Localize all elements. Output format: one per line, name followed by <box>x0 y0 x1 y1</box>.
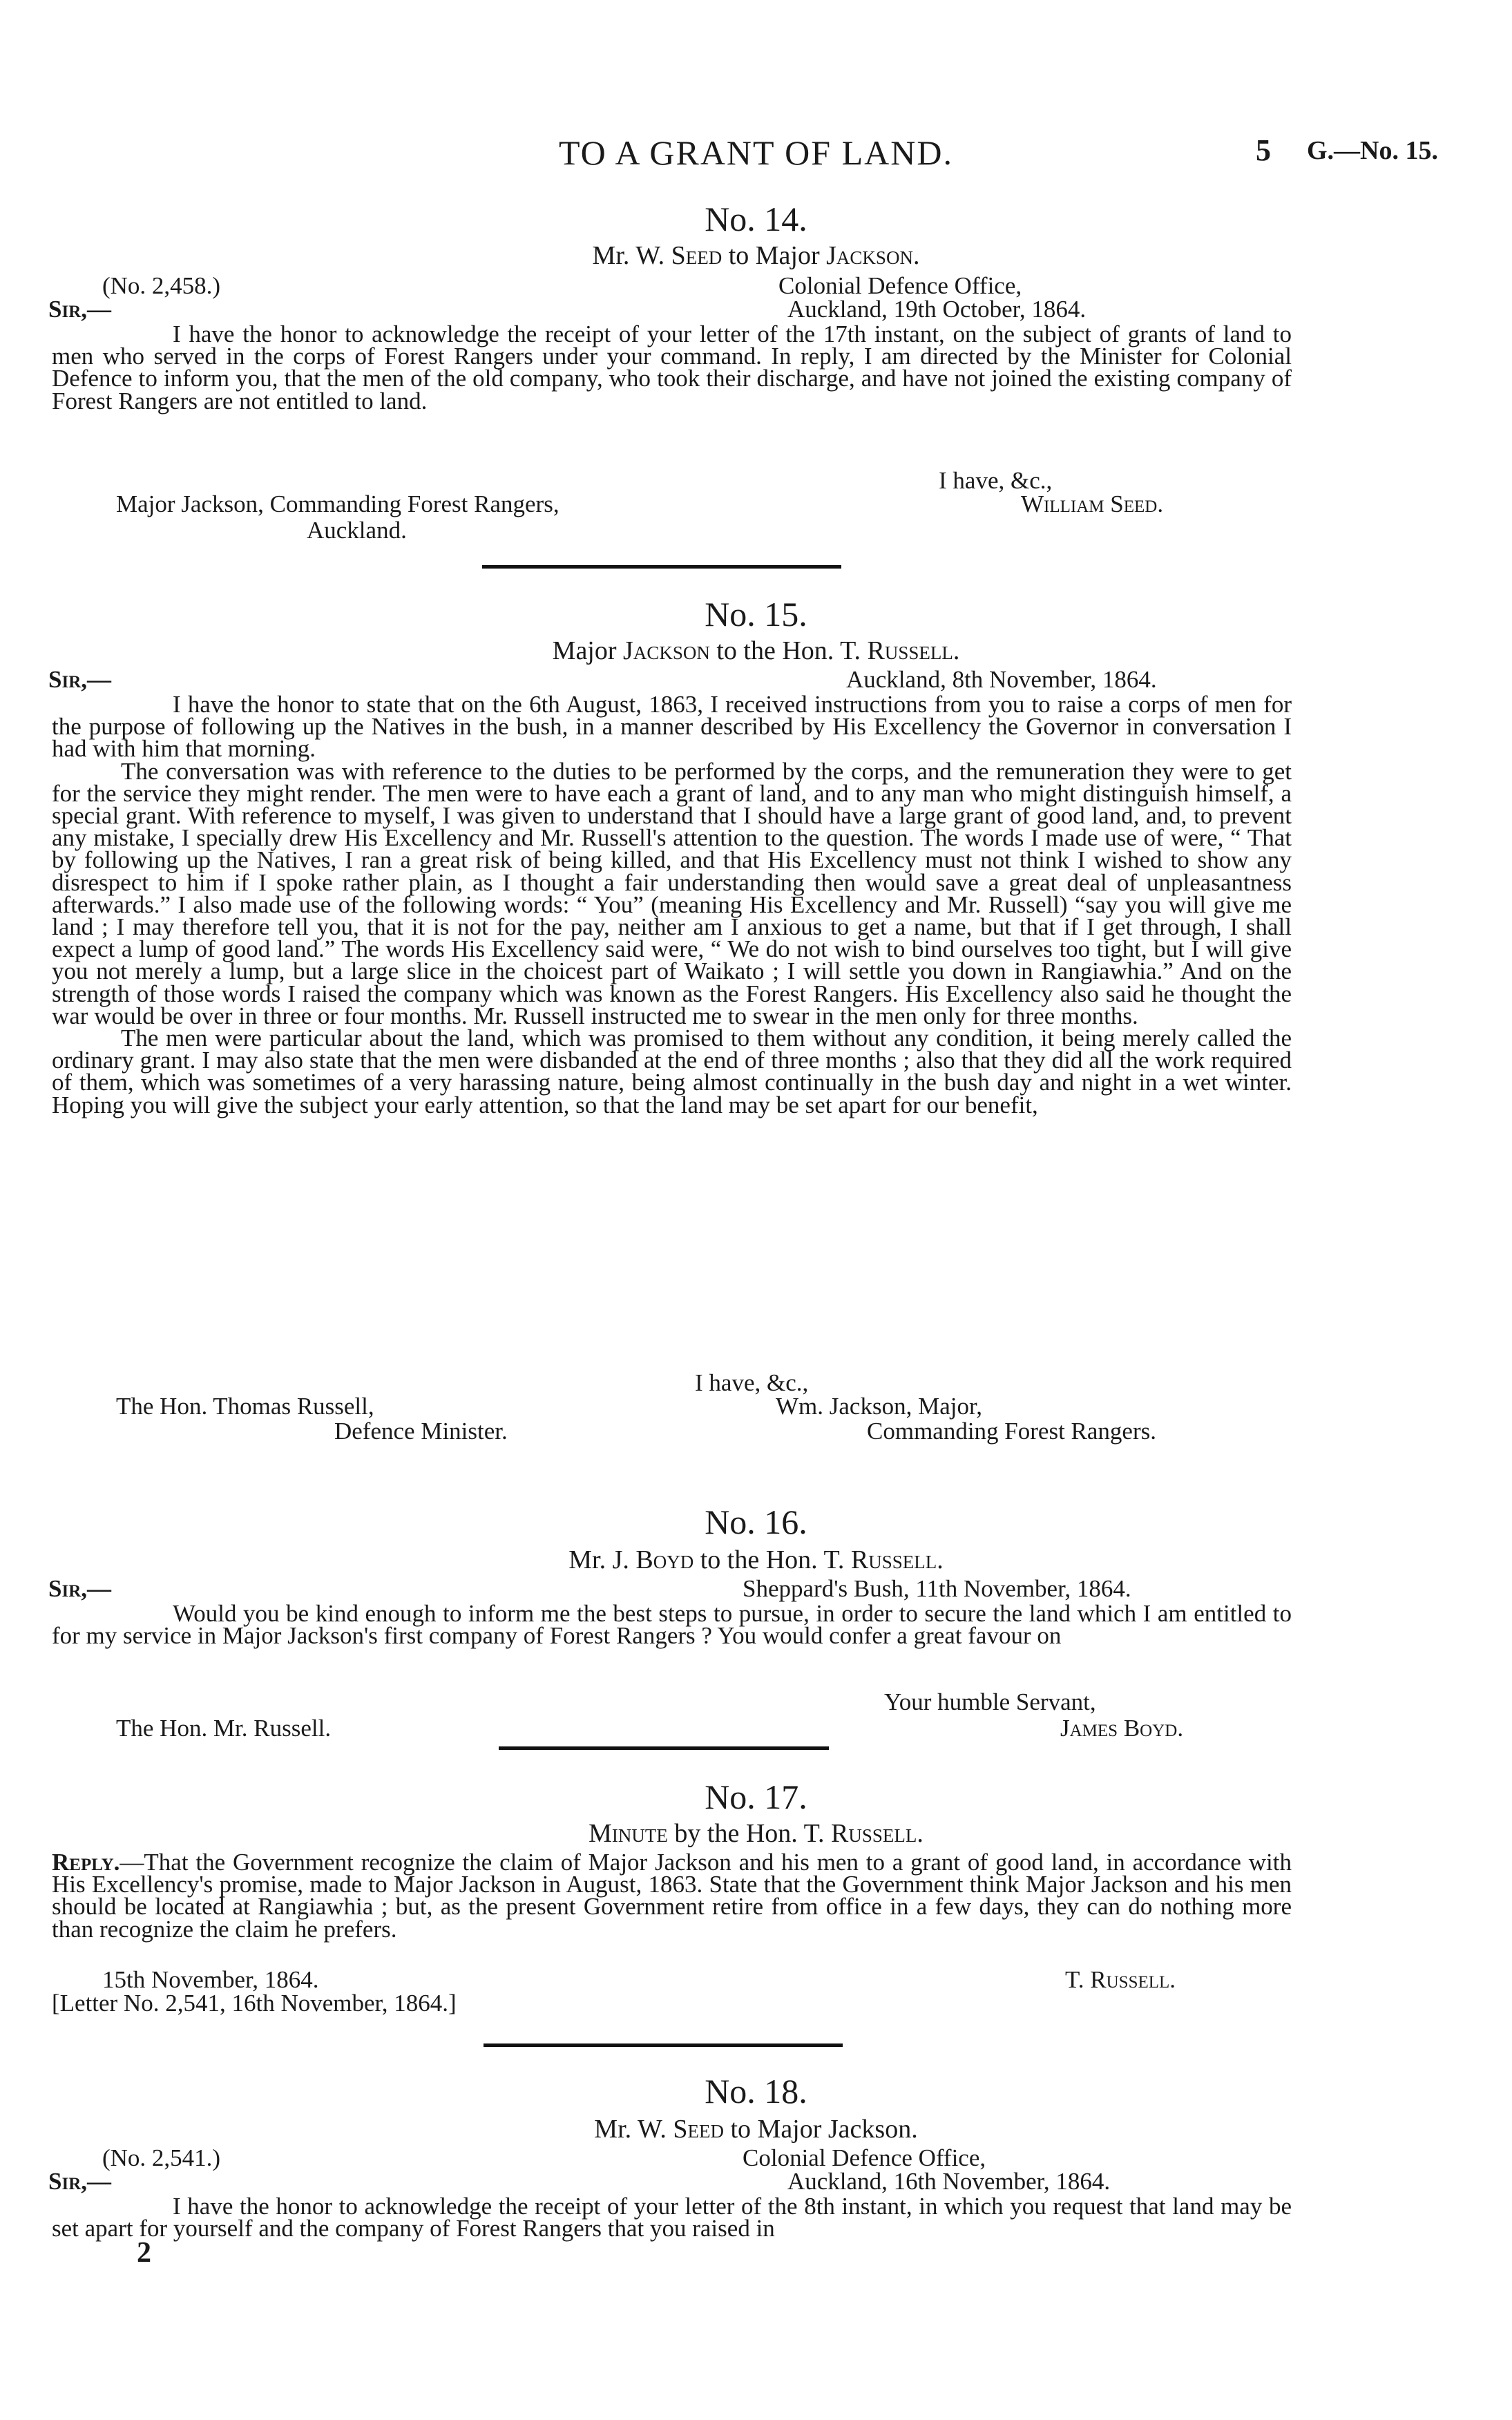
doc18-number: No. 18. <box>705 2072 807 2111</box>
doc17-heading: Minute by the Hon. T. Russell. <box>588 1819 924 1848</box>
doc15-addressee: The Hon. Thomas Russell, <box>116 1393 374 1420</box>
doc15-body <box>52 691 1292 1118</box>
signature-mark: 2 <box>137 2237 151 2269</box>
section-divider <box>482 565 841 569</box>
doc18-paragraph: I have the honor to acknowledge the receipt of your letter of the 8th instant, in which you request that land may be set apart for yourself and the company of Forest Rangers that you raised in <box>52 2193 1292 2242</box>
section-divider <box>499 1746 829 1750</box>
doc14-place-date: Auckland, 19th October, 1864. <box>787 296 1087 323</box>
doc14-office: Colonial Defence Office, <box>778 272 1022 299</box>
doc15-paragraph: I have the honor to state that on the 6th August, 1863, I received instructions from you to raise a corps of men for the purpose of following up the Natives in the bush, in a manner described by His Excellency the Governor in conversation I had with him that morning. <box>52 691 1292 763</box>
doc18-office: Colonial Defence Office, <box>743 2144 986 2171</box>
doc17-body <box>52 1851 1292 1941</box>
doc14-ref: (No. 2,458.) <box>102 272 221 299</box>
doc17-reply-label: Reply. <box>52 1849 120 1876</box>
doc18-place-date: Auckland, 16th November, 1864. <box>787 2168 1111 2195</box>
doc15-number: No. 15. <box>705 595 807 633</box>
doc14-heading: Mr. W. Seed to Major Jackson. <box>592 241 920 270</box>
series-number: G.—No. 15. <box>1307 136 1438 165</box>
doc14-addressee-place: Auckland. <box>307 517 407 544</box>
doc15-salutation: Sir,— <box>48 666 111 693</box>
doc16-body <box>52 1600 1292 1650</box>
doc16-place-date: Sheppard's Bush, 11th November, 1864. <box>743 1575 1131 1602</box>
doc15-heading: Major Jackson to the Hon. T. Russell. <box>552 636 960 665</box>
doc14-addressee: Major Jackson, Commanding Forest Rangers, <box>116 490 559 517</box>
doc16-heading: Mr. J. Boyd to the Hon. T. Russell. <box>568 1545 944 1574</box>
doc17-letter-ref: [Letter No. 2,541, 16th November, 1864.] <box>52 1990 457 2017</box>
doc15-paragraph: The men were particular about the land, which was promised to them without any condition, it being merely called the ordinary grant. I may also state that the men were disbanded at the end of three months ; also that they did all the work required of them, which was sometimes of a very harassing nature, being almost continually in the bush day and night in a wet winter. Hoping you will give the subject your early attention, so that the land may be set apart for our benefit, <box>52 1025 1292 1118</box>
doc15-closing: I have, &c., <box>695 1369 809 1396</box>
doc17-date: 15th November, 1864. <box>102 1966 319 1993</box>
doc18-body <box>52 2195 1292 2240</box>
doc16-paragraph: Would you be kind enough to inform me the best steps to pursue, in order to secure the land which I am entitled to for my service in Major Jackson's first company of Forest Rangers ? You would confer a great favour on <box>52 1600 1292 1650</box>
doc14-body <box>52 321 1292 415</box>
doc18-salutation: Sir,— <box>48 2168 111 2195</box>
doc18-heading: Mr. W. Seed to Major Jackson. <box>594 2115 918 2144</box>
doc17-reply-text: —That the Government recognize the claim of Major Jackson and his men to a grant of good land, in accordance with His Excellency's promise, made to Major Jackson in August, 1863. State that the Government think Major Jackson and his men should be located at Rangiawhia ; but, as the present Government retire from office in a few days, they can do nothing more than recognize the claim he prefers. <box>52 1849 1292 1943</box>
doc17-signature: T. Russell. <box>1065 1966 1176 1993</box>
doc14-paragraph: I have the honor to acknowledge the receipt of your letter of the 17th instant, on the subject of grants of land to men who served in the corps of Forest Rangers under your command. In reply, I am directed by the Minister for Colonial Defence to inform you, that the men of the old company, who took their discharge, and have not joined the existing company of Forest Rangers are not entitled to land. <box>52 321 1292 415</box>
doc16-signature: James Boyd. <box>1060 1715 1184 1742</box>
section-divider <box>484 2043 843 2047</box>
doc15-addressee-title: Defence Minister. <box>334 1418 508 1445</box>
page-number: 5 <box>1256 133 1271 167</box>
doc18-ref: (No. 2,541.) <box>102 2144 221 2171</box>
doc14-number: No. 14. <box>705 200 807 238</box>
doc14-signature: William Seed. <box>1021 490 1164 517</box>
doc17-number: No. 17. <box>705 1778 807 1816</box>
doc15-signature-title: Commanding Forest Rangers. <box>867 1418 1156 1445</box>
running-title: TO A GRANT OF LAND. <box>559 133 953 172</box>
doc16-salutation: Sir,— <box>48 1575 111 1602</box>
doc16-closing: Your humble Servant, <box>884 1688 1096 1715</box>
doc15-signature: Wm. Jackson, Major, <box>776 1393 982 1420</box>
doc16-number: No. 16. <box>705 1503 807 1541</box>
doc15-paragraph: The conversation was with reference to the duties to be performed by the corps, and the remuneration they were to get for the service they might render. The men were to have each a grant of land, and to any man who might distinguish himself, a special grant. With reference to myself, I was given to understand that I should have a large grant of good land, and, to prevent any mistake, I specially drew His Excellency and Mr. Russell's attention to the question. The words I made use of were, “ That by following up the Natives, I ran a great risk of being killed, and that His Excellency must not think I wished to show any disrespect to him if I spoke rather plain, as I thought a fair understanding then would save a great deal of unpleasantness afterwards.” I also made use of the following words: “ You” (meaning His Excellency and Mr. Russell) “say you will give me land ; I may therefore tell you, that it is not for the pay, neither am I anxious to get a name, but that if I get through, I shall expect a lump of good land.” The words His Excellency said were, “ We do not wish to bind ourselves too tight, but I will give you not merely a lump, but a large slice in the choicest part of Waikato ; I will settle you down in Rangiawhia.” And on the strength of those words I raised the company which was known as the Forest Rangers. His Excellency also said he thought the war would be over in three or four months. Mr. Russell instructed me to swear in the men only for three months. <box>52 757 1292 1029</box>
doc14-salutation: Sir,— <box>48 296 111 323</box>
doc15-place-date: Auckland, 8th November, 1864. <box>846 666 1157 693</box>
doc14-closing: I have, &c., <box>939 467 1053 494</box>
doc16-addressee: The Hon. Mr. Russell. <box>116 1715 332 1742</box>
